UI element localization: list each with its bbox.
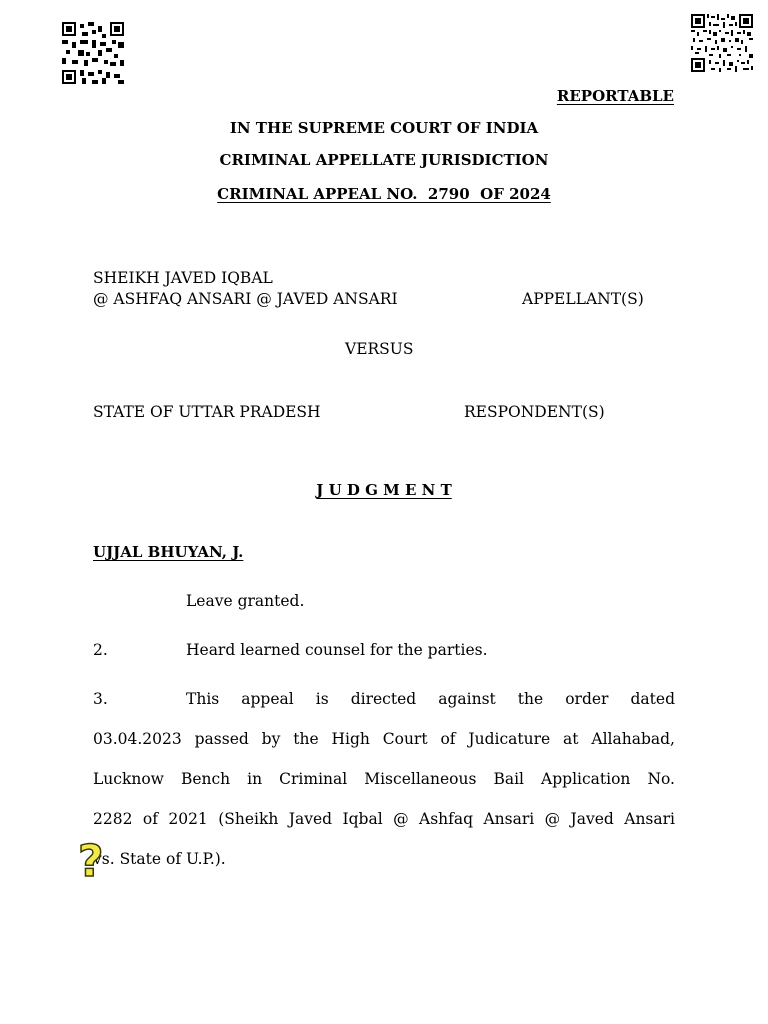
qr-code-left-icon [62, 22, 124, 84]
versus-label: VERSUS [345, 340, 414, 358]
appellant-role: APPELLANT(S) [522, 290, 644, 308]
respondent-role: RESPONDENT(S) [464, 403, 605, 421]
jurisdiction-title: CRIMINAL APPELLATE JURISDICTION [219, 151, 549, 169]
paragraph-3-line: Lucknow Bench in Criminal Miscellaneous Bail Application No. [93, 770, 675, 788]
court-title: IN THE SUPREME COURT OF INDIA [229, 119, 539, 137]
respondent-name: STATE OF UTTAR PRADESH [93, 403, 321, 421]
appeal-number-wrap [0, 184, 768, 203]
reportable-label: REPORTABLE [556, 87, 674, 105]
paragraph-3-line: 2282 of 2021 (Sheikh Javed Iqbal @ Ashfaq Ansari @ Javed Ansari [93, 810, 675, 828]
paragraph-3-line: 03.04.2023 passed by the High Court of Judicature at Allahabad, [93, 730, 675, 748]
appellant-name-line2: @ ASHFAQ ANSARI @ JAVED ANSARI [93, 290, 398, 308]
judgment-title-wrap [0, 480, 768, 499]
appellant-name-line1: SHEIKH JAVED IQBAL [93, 269, 273, 287]
paragraph-2-number: 2. [93, 641, 108, 659]
paragraph-1: Leave granted. [186, 592, 305, 610]
paragraph-3-line: This appeal is directed against the order dated [186, 690, 675, 708]
judge-name: UJJAL BHUYAN, J. [93, 543, 244, 561]
question-mark-icon[interactable]: ? [78, 836, 104, 887]
appeal-number: CRIMINAL APPEAL NO. 2790 OF 2024 [217, 185, 551, 203]
paragraph-3-number: 3. [93, 690, 108, 708]
paragraph-3-line: vs. State of U.P.). [93, 850, 226, 868]
qr-code-right-icon [691, 14, 753, 72]
judgment-title: J U D G M E N T [316, 481, 452, 499]
paragraph-2: Heard learned counsel for the parties. [186, 641, 488, 659]
